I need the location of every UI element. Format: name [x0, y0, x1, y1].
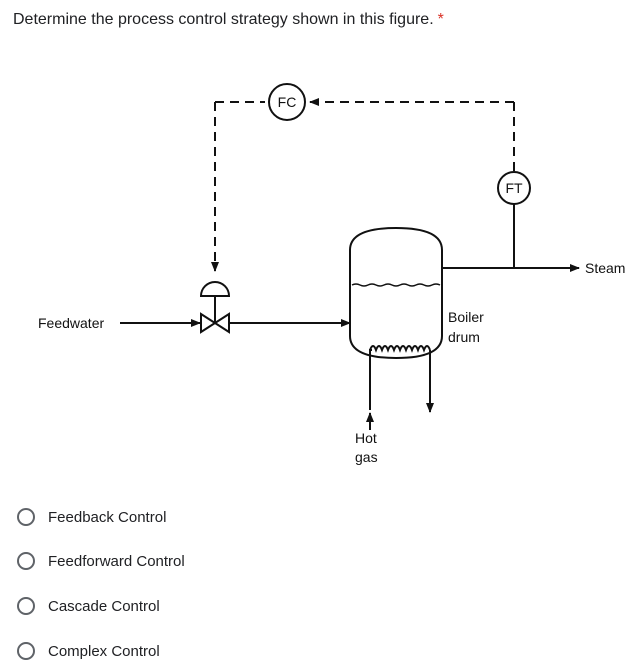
control-valve	[201, 282, 229, 332]
ft-label: FT	[505, 180, 523, 196]
question-text: Determine the process control strategy shown in this figure.	[13, 11, 434, 28]
feedwater-label: Feedwater	[38, 315, 105, 331]
fc-label: FC	[277, 94, 297, 110]
radio-button[interactable]	[17, 597, 35, 615]
option-feedback-control[interactable]	[17, 506, 166, 528]
option-feedforward-control[interactable]	[17, 550, 185, 572]
ft-transmitter	[498, 172, 530, 268]
radio-button[interactable]	[17, 642, 35, 660]
option-cascade-control[interactable]	[17, 595, 160, 617]
steam-label: Steam	[585, 260, 626, 276]
option-label: Feedback Control	[48, 508, 167, 526]
radio-button[interactable]	[17, 552, 35, 570]
radio-button[interactable]	[17, 508, 35, 526]
required-asterisk: *	[437, 11, 444, 28]
process-diagram	[0, 60, 634, 480]
drum-label: drum	[448, 329, 480, 345]
boiler-drum	[350, 228, 442, 358]
gas-label: gas	[355, 449, 378, 465]
option-label: Feedforward Control	[48, 552, 185, 570]
fc-controller	[269, 84, 305, 120]
question-title	[13, 11, 444, 29]
option-complex-control[interactable]	[17, 640, 160, 662]
hot-label: Hot	[355, 430, 377, 446]
boiler-label: Boiler	[448, 309, 484, 325]
option-label: Cascade Control	[48, 597, 160, 615]
option-label: Complex Control	[48, 642, 160, 660]
